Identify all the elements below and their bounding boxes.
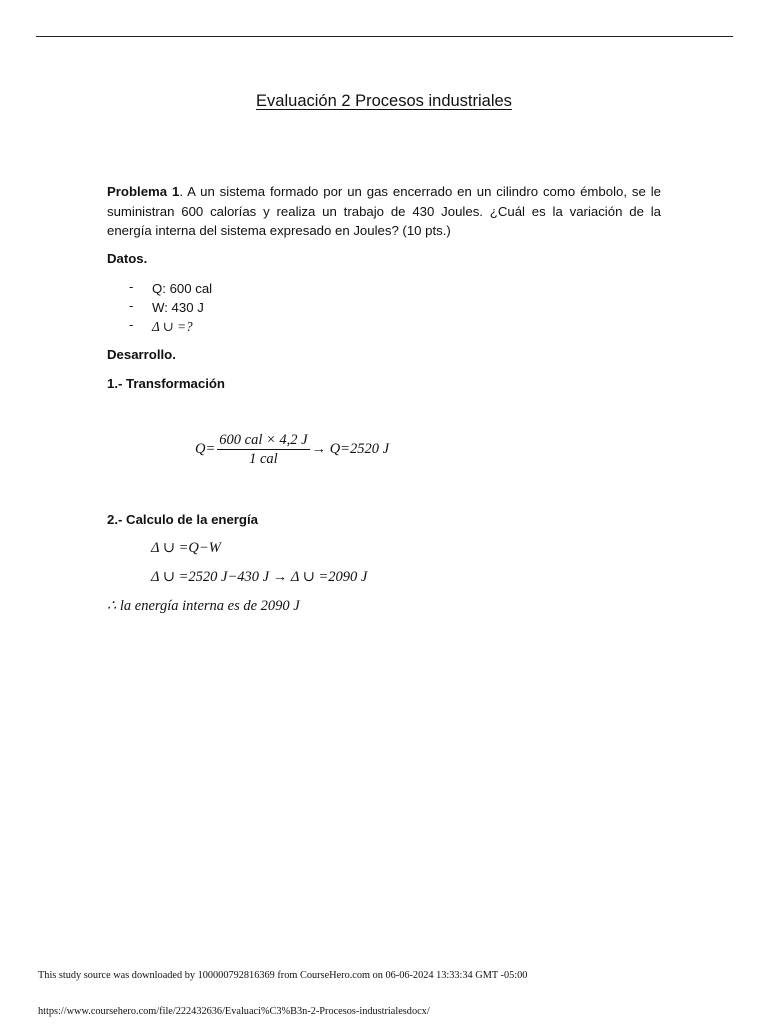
step2-heading: 2.- Calculo de la energía — [107, 512, 258, 527]
list-item — [129, 298, 212, 317]
top-rule — [36, 36, 733, 37]
desarrollo-heading: Desarrollo. — [107, 347, 176, 362]
download-notice: This study source was downloaded by 100000792816369 from CourseHero.com on 06-06-2024 13:33:34 GMT -05:00 — [38, 970, 528, 981]
list-bullet: - — [129, 298, 134, 313]
list-bullet: - — [129, 279, 134, 294]
conversion-equation — [195, 432, 389, 467]
conclusion: ∴ la energía interna es de 2090 J — [107, 598, 300, 614]
energy-equation: Δ ∪ =Q−W — [151, 540, 221, 556]
list-item-text: Q: 600 cal — [152, 281, 213, 296]
list-item-text: Δ ∪ =? — [152, 319, 193, 334]
energy-calculation: Δ ∪ =2520 J−430 J → Δ ∪ =2090 J — [151, 569, 368, 585]
problem-statement — [107, 182, 661, 241]
datos-heading: Datos. — [107, 251, 148, 266]
eq1-numerator: 600 cal × 4,2 J — [219, 432, 308, 448]
datos-list — [129, 279, 212, 336]
list-bullet: - — [129, 317, 134, 332]
eq1-rhs: → Q=2520 J — [311, 441, 390, 457]
eq1-fraction — [217, 432, 309, 467]
document-title: Evaluación 2 Procesos industriales — [256, 92, 512, 110]
eq1-denominator: 1 cal — [249, 451, 278, 467]
eq1-lhs: Q= — [195, 441, 216, 457]
list-item — [129, 317, 212, 336]
step1-heading: 1.- Transformación — [107, 376, 225, 391]
source-url[interactable]: https://www.coursehero.com/file/222432636/Evaluaci%C3%B3n-2-Procesos-industrialesdocx/ — [38, 1006, 430, 1017]
problem-text: . A un sistema formado por un gas encerrado en un cilindro como émbolo, se le suministran 600 calorías y realiza un trabajo de 430 Joules. ¿Cuál es la variación de la energía interna del sistema expresado en Joules? (10 pts.) — [107, 184, 661, 238]
list-item-text: W: 430 J — [152, 300, 204, 315]
problem-label: Problema 1 — [107, 184, 180, 199]
list-item — [129, 279, 212, 298]
